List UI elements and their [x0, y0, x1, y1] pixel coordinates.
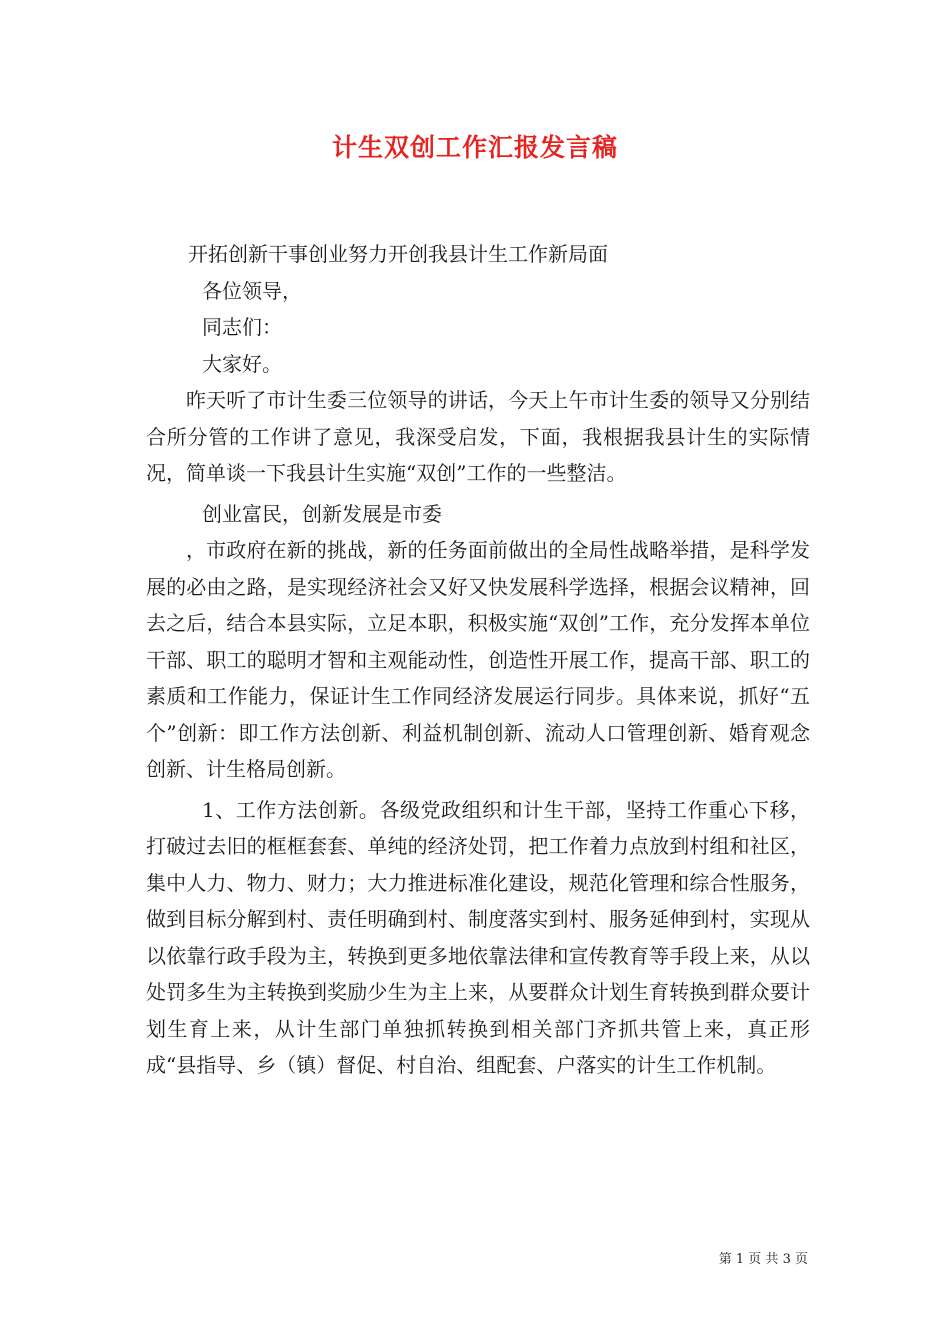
greeting-hello: 大家好。: [202, 351, 282, 376]
greeting-leaders: 各位领导，: [202, 278, 302, 303]
paragraph-lead: 创业富民，创新发展是市委: [202, 501, 442, 526]
document-subtitle: 开拓创新干事创业努力开创我县计生工作新局面: [188, 242, 608, 266]
paragraph-strategy: ，市政府在新的挑战，新的任务面前做出的全局性战略举措，是科学发展的必由之路，是实现经济社会又好又快发展科学选择，根据会议精神，回去之后，结合本县实际，立足本职，积极实施“双创”工作，充分发挥本单位干部、职工的聪明才智和主观能动性，创造性开展工作，提高干部、职工的素质和工作能力，保证计生工作同经济发展运行同步。具体来说，抓好“五个”创新：即工作方法创新、利益机制创新、流动人口管理创新、婚育观念创新、计生格局创新。: [146, 538, 810, 781]
page-number-footer: [719, 1248, 808, 1267]
paragraph-method-innovation: 1、工作方法创新。各级党政组织和计生干部，坚持工作重心下移，打破过去旧的框框套套、单纯的经济处罚，把工作着力点放到村组和社区，集中人力、物力、财力；大力推进标准化建设，规范化管理和综合性服务，做到目标分解到村、责任明确到村、制度落实到村、服务延伸到村，实现从以依靠行政手段为主，转换到更多地依靠法律和宣传教育等手段上来，从以处罚多生为主转换到奖励少生为主上来，从要群众计划生育转换到群众要计划生育上来，从计生部门单独抓转换到相关部门齐抓共管上来，真正形成“县指导、乡（镇）督促、村自治、组配套、户落实的计生工作机制。: [146, 797, 810, 1077]
footer-current-page: 1: [735, 1252, 745, 1267]
footer-total-pages: 3: [782, 1252, 791, 1267]
footer-prefix: 第: [718, 1252, 732, 1267]
document-title: 计生双创工作汇报发言稿: [331, 133, 618, 162]
paragraph-intro: 昨天听了市计生委三位领导的讲话，今天上午市计生委的领导又分别结合所分管的工作讲了意见，我深受启发，下面，我根据我县计生的实际情况，简单谈一下我县计生实施“双创”工作的一些整洁。: [146, 388, 810, 485]
greeting-comrades: 同志们：: [202, 315, 282, 339]
footer-suffix: 页: [794, 1252, 808, 1267]
footer-middle: 页 共: [748, 1252, 779, 1267]
document-body: [146, 236, 810, 1084]
